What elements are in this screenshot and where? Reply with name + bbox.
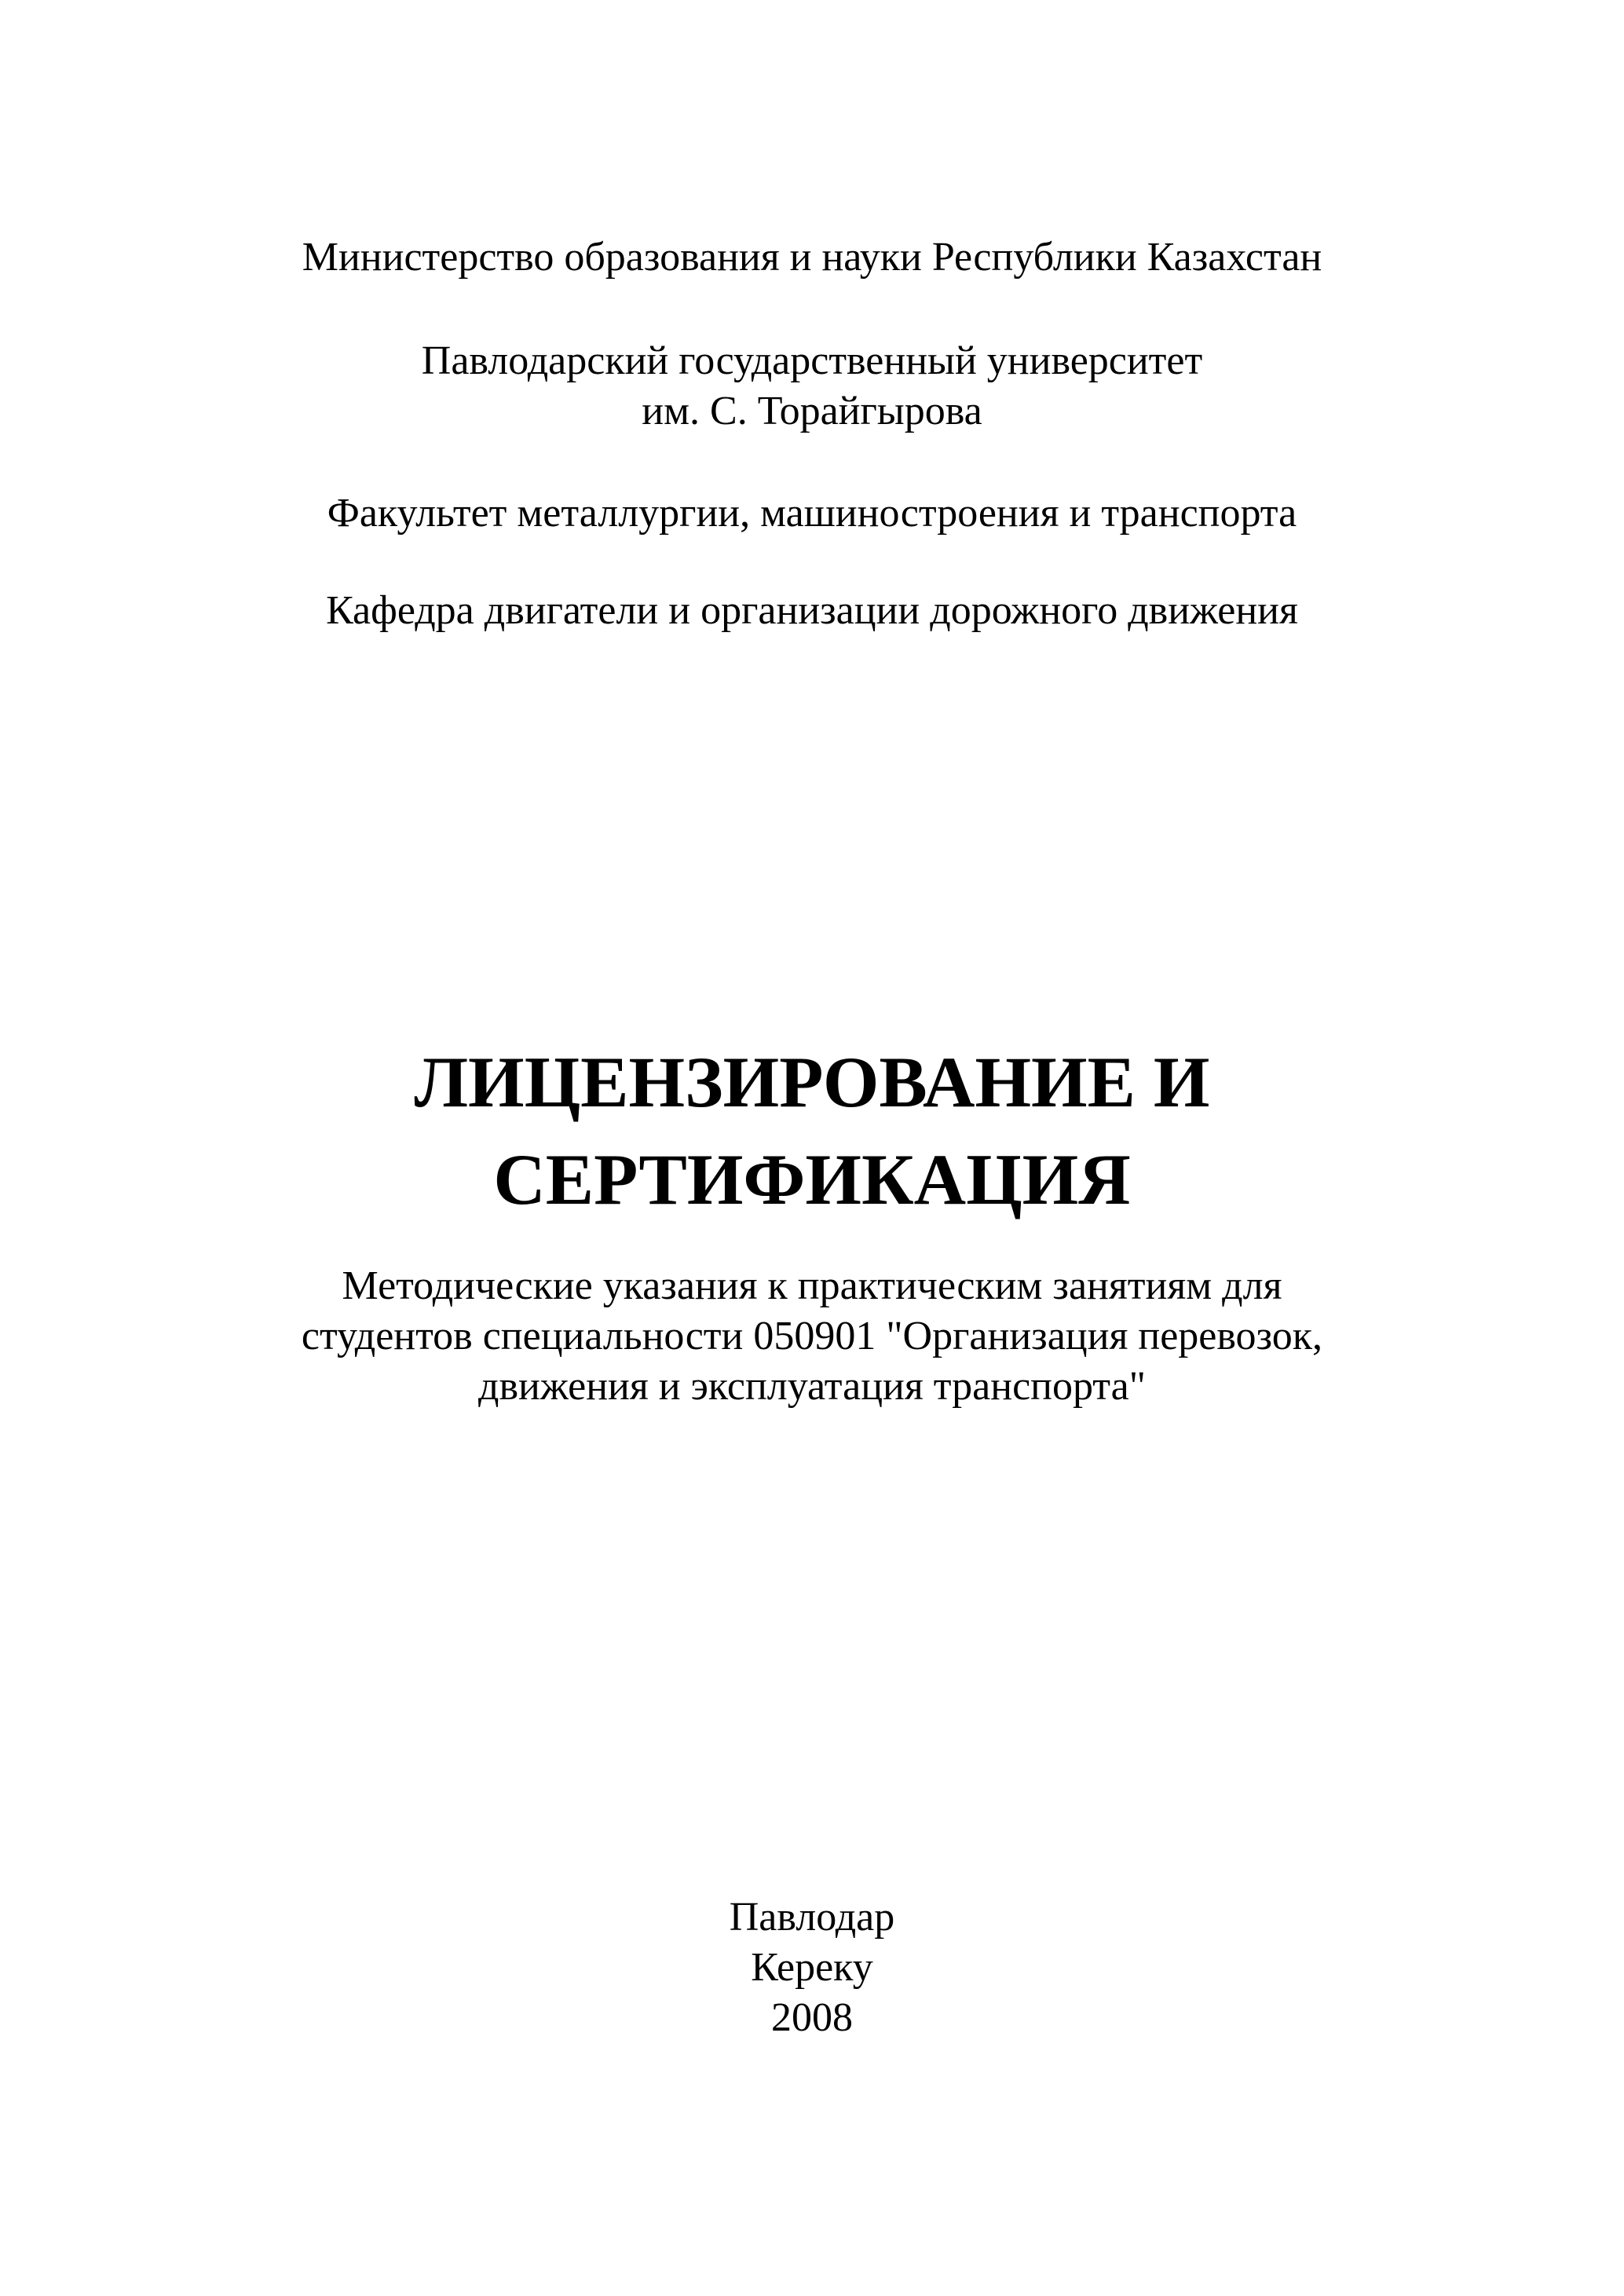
department-heading [0,586,1624,636]
title-line-2: СЕРТИФИКАЦИЯ [493,1139,1131,1219]
subtitle-line-2: студентов специальности 050901 "Организация перевозок, [301,1314,1323,1358]
imprint-publisher: Кереку [751,1945,873,1990]
university-name: Павлодарский государственный университет [421,338,1203,383]
subtitle-line-1: Методические указания к практическим занятиям для [342,1263,1282,1308]
document-title [0,1033,1624,1228]
document-subtitle [0,1261,1624,1412]
ministry-name: Министерство образования и науки Республики Казахстан [302,235,1322,280]
university-named-after: им. С. Торайгырова [642,389,982,433]
ministry-heading [0,232,1624,283]
university-heading [0,336,1624,437]
imprint [0,1892,1624,2043]
faculty-name: Факультет металлургии, машиностроения и транспорта [327,491,1297,536]
faculty-heading [0,488,1624,539]
subtitle-line-3: движения и эксплуатация транспорта" [478,1364,1146,1409]
title-line-1: ЛИЦЕНЗИРОВАНИЕ И [414,1042,1210,1122]
imprint-year: 2008 [771,1995,853,2040]
department-name: Кафедра двигатели и организации дорожного движения [326,588,1298,633]
imprint-city: Павлодар [729,1895,895,1940]
